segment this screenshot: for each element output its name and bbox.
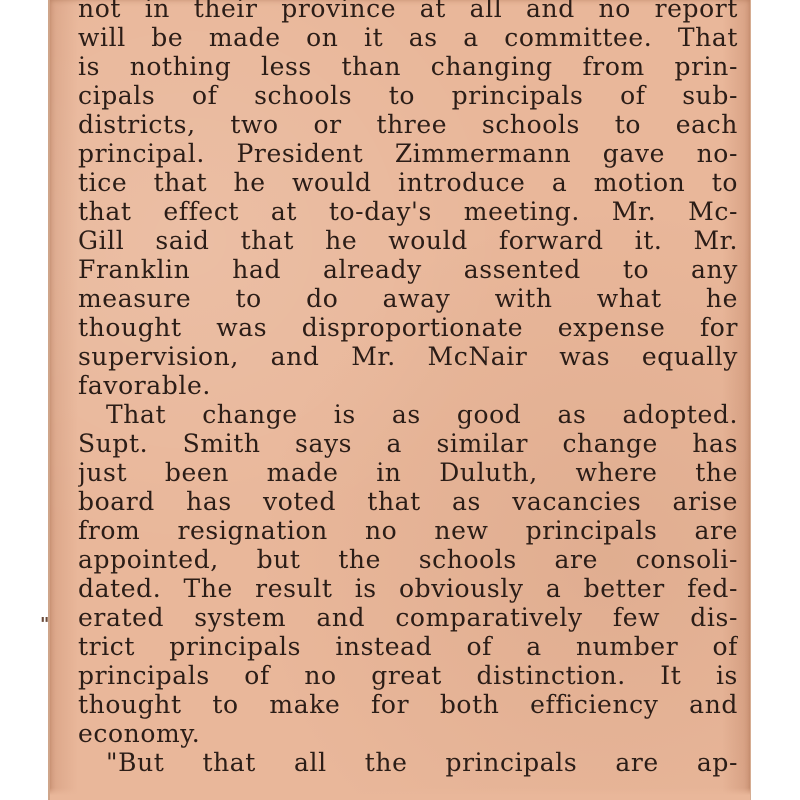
bottom-cutoff-fade bbox=[50, 788, 750, 800]
article-line: dated. The result is obviously a better fed- bbox=[78, 574, 738, 603]
article-line: just been made in Duluth, where the bbox=[78, 458, 738, 487]
article-line: board has voted that as vacancies arise bbox=[78, 487, 738, 516]
article-line: thought to make for both efficiency and bbox=[78, 690, 738, 719]
article-line: Gill said that he would forward it. Mr. bbox=[78, 226, 738, 255]
article-line: that effect at to-day's meeting. Mr. Mc- bbox=[78, 197, 738, 226]
article-line: thought was disproportionate expense for bbox=[78, 313, 738, 342]
article-line: measure to do away with what he bbox=[78, 284, 738, 313]
article-line: from resignation no new principals are bbox=[78, 516, 738, 545]
article-line: erated system and comparatively few dis- bbox=[78, 603, 738, 632]
article-line: tice that he would introduce a motion to bbox=[78, 168, 738, 197]
article-line: is nothing less than changing from prin- bbox=[78, 52, 738, 81]
article-line: That change is as good as adopted. bbox=[106, 400, 738, 429]
article-line: supervision, and Mr. McNair was equally bbox=[78, 342, 738, 371]
article-line: "But that all the principals are ap- bbox=[106, 748, 738, 777]
article-line: principal. President Zimmermann gave no- bbox=[78, 139, 738, 168]
newspaper-clipping bbox=[50, 0, 750, 800]
article-line: appointed, but the schools are consoli- bbox=[78, 545, 738, 574]
article-line: Franklin had already assented to any bbox=[78, 255, 738, 284]
article-line: favorable. bbox=[78, 371, 211, 400]
article-line: will be made on it as a committee. That bbox=[78, 23, 738, 52]
article-line: districts, two or three schools to each bbox=[78, 110, 738, 139]
margin-tear-mark: " bbox=[40, 614, 50, 635]
article-line: not in their province at all and no report bbox=[78, 0, 738, 23]
article-line: Supt. Smith says a similar change has bbox=[78, 429, 738, 458]
article-line: trict principals instead of a number of bbox=[78, 632, 738, 661]
article-line: cipals of schools to principals of sub- bbox=[78, 81, 738, 110]
article-line: economy. bbox=[78, 719, 201, 748]
article-column bbox=[78, 0, 738, 777]
article-line: principals of no great distinction. It is bbox=[78, 661, 738, 690]
